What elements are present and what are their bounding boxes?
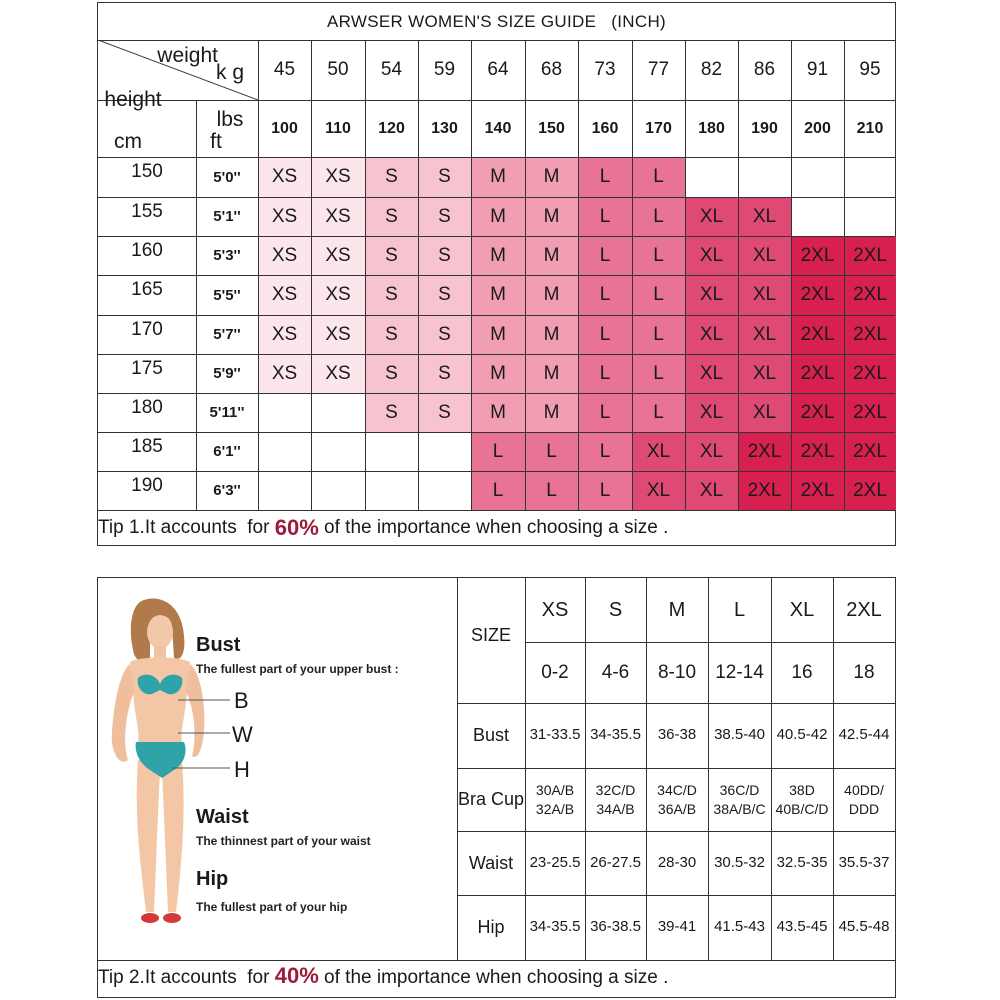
height-cm: 160 xyxy=(131,239,163,261)
grid-line xyxy=(196,100,197,157)
size-value: XS xyxy=(325,244,351,266)
size-value: S xyxy=(385,362,398,384)
size-value: XL xyxy=(752,205,777,227)
size-value: 2XL xyxy=(747,440,782,462)
size-value xyxy=(311,432,365,471)
size-header: M xyxy=(668,598,686,621)
table-title: ARWSER WOMEN'S SIZE GUIDE (INCH) xyxy=(327,11,666,31)
size-value: L xyxy=(599,362,611,384)
size-value: XS xyxy=(325,323,351,345)
size-value: S xyxy=(385,284,398,305)
lbs-value: 100 xyxy=(271,119,298,137)
measurement-value: 39-41 xyxy=(657,918,697,936)
height-cm: 180 xyxy=(131,396,163,418)
size-value: L xyxy=(599,284,611,305)
size-guide-table xyxy=(97,2,896,546)
size-value: 2XL xyxy=(800,244,835,266)
size-value: L xyxy=(653,362,664,384)
hip-label: Hip xyxy=(196,868,229,890)
measurement-value: 30.5-32 xyxy=(714,853,765,871)
size-value: L xyxy=(653,284,664,305)
size-value xyxy=(418,432,471,471)
size-value: XL xyxy=(646,479,671,501)
size-value: S xyxy=(385,205,398,227)
size-value: M xyxy=(543,284,560,305)
lbs-value: 160 xyxy=(591,119,619,137)
height-cm: 165 xyxy=(131,279,163,300)
measurement-value: 34C/D 36A/B xyxy=(657,781,697,817)
size-value: XL xyxy=(752,401,777,423)
measurement-value: 26-27.5 xyxy=(590,853,641,871)
tip-1-percent: 60% xyxy=(274,515,319,540)
size-value: 2XL xyxy=(853,479,887,501)
height-ft: 5'5'' xyxy=(213,286,241,304)
size-value: L xyxy=(599,166,611,187)
size-value: XL xyxy=(699,401,724,423)
kg-value: 73 xyxy=(594,59,616,80)
size-value: XL xyxy=(699,244,724,266)
size-value xyxy=(418,471,471,510)
us-size: 4-6 xyxy=(601,661,630,683)
size-value xyxy=(844,197,896,236)
measurement-value: 34-35.5 xyxy=(590,726,641,744)
size-value: 2XL xyxy=(800,284,835,305)
size-value: M xyxy=(490,166,506,187)
waist-label: Waist xyxy=(196,806,249,828)
lbs-value: 150 xyxy=(538,119,565,137)
size-value: M xyxy=(490,362,506,384)
kg-value: 64 xyxy=(487,59,509,80)
size-value: 2XL xyxy=(853,323,887,345)
size-header: L xyxy=(733,598,746,621)
size-value: L xyxy=(599,323,611,345)
height-cm: 190 xyxy=(131,474,163,496)
measurement-value: 42.5-44 xyxy=(838,726,890,744)
size-value xyxy=(791,197,844,236)
size-value: L xyxy=(653,166,664,187)
kg-value: 50 xyxy=(327,59,349,80)
measurement-value: 23-25.5 xyxy=(529,853,581,871)
size-value: S xyxy=(438,205,451,227)
kg-value: 68 xyxy=(540,59,563,80)
lbs-value: 140 xyxy=(484,119,512,137)
size-value: XS xyxy=(271,362,298,384)
size-value: L xyxy=(653,205,664,227)
tip-1-prefix: Tip 1.It accounts for xyxy=(98,517,275,538)
lbs-value: 130 xyxy=(431,119,458,137)
measurement-value: 36C/D 38A/B/C xyxy=(713,781,766,817)
tip-2-percent: 40% xyxy=(274,963,319,988)
size-value: L xyxy=(492,440,504,462)
tip-1 xyxy=(98,510,668,546)
size-value: XS xyxy=(271,284,298,305)
ft-label: ft xyxy=(210,130,222,153)
size-value: M xyxy=(543,244,560,266)
size-value: XS xyxy=(325,166,351,187)
measurement-row-label: Hip xyxy=(477,917,505,937)
lbs-value: 110 xyxy=(325,119,351,137)
size-value xyxy=(365,432,418,471)
size-value xyxy=(258,471,311,510)
weight-label: weight xyxy=(157,44,218,67)
size-value xyxy=(738,157,791,197)
size-value: XL xyxy=(699,205,724,227)
measurement-pointer-lines xyxy=(158,678,238,778)
size-value: S xyxy=(438,284,451,305)
size-value: L xyxy=(546,440,557,462)
size-value: L xyxy=(546,479,557,501)
size-value: 2XL xyxy=(800,401,835,423)
measurement-value: 35.5-37 xyxy=(838,853,890,871)
size-value: XS xyxy=(271,166,298,187)
measurement-value: 34-35.5 xyxy=(529,918,581,936)
measurement-value: 36-38 xyxy=(657,726,697,744)
lbs-value: 200 xyxy=(804,119,831,137)
kg-value: 59 xyxy=(433,59,456,80)
size-value xyxy=(311,393,365,432)
size-value: XL xyxy=(699,362,724,384)
height-ft: 5'11'' xyxy=(209,404,245,421)
waist-description: The thinnest part of your waist xyxy=(196,834,371,848)
size-value: S xyxy=(438,244,451,266)
size-value: XL xyxy=(752,284,777,305)
size-value: L xyxy=(653,401,664,423)
kg-value: 86 xyxy=(753,59,776,80)
size-value: XL xyxy=(699,323,724,345)
size-value: XS xyxy=(271,323,298,345)
measurement-value: 45.5-48 xyxy=(838,918,890,936)
measurement-value: 41.5-43 xyxy=(714,918,765,936)
height-cm: 155 xyxy=(131,200,163,222)
size-value: M xyxy=(543,323,560,345)
us-size: 18 xyxy=(853,661,875,683)
size-value: XS xyxy=(325,284,351,305)
us-size: 0-2 xyxy=(541,661,569,683)
size-value xyxy=(844,157,896,197)
size-value: M xyxy=(543,205,560,227)
size-value: XS xyxy=(325,205,351,227)
measurement-value: 40DD/ DDD xyxy=(844,781,884,817)
size-value: 2XL xyxy=(800,323,835,345)
size-value: 2XL xyxy=(747,479,782,501)
measurement-value: 32.5-35 xyxy=(776,853,828,871)
height-ft: 5'9'' xyxy=(213,365,241,382)
size-value: XL xyxy=(699,284,724,305)
size-header: XS xyxy=(541,598,569,621)
size-value: S xyxy=(385,401,398,423)
grid-line xyxy=(98,960,895,961)
size-header: 2XL xyxy=(846,598,882,621)
size-value: XL xyxy=(699,479,724,501)
size-value: L xyxy=(599,479,611,501)
measurement-row-label: Bust xyxy=(472,725,510,745)
size-value: L xyxy=(599,401,611,423)
lbs-value: 190 xyxy=(751,119,778,137)
measurement-value: 38.5-40 xyxy=(714,726,765,744)
size-value: 2XL xyxy=(853,440,887,462)
height-ft: 5'0'' xyxy=(213,168,241,186)
tip-2-suffix: of the importance when choosing a size . xyxy=(318,967,669,988)
height-cm: 150 xyxy=(131,161,163,182)
hip-description: The fullest part of your hip xyxy=(196,900,348,914)
us-size: 8-10 xyxy=(657,661,697,683)
kg-value: 95 xyxy=(859,59,881,80)
size-value: L xyxy=(599,244,611,266)
cm-label: cm xyxy=(114,130,142,153)
size-value: M xyxy=(490,244,506,266)
lbs-value: 210 xyxy=(856,119,884,137)
size-header: S xyxy=(608,598,623,621)
size-value: S xyxy=(438,323,451,345)
measurement-value: 30A/B 32A/B xyxy=(535,781,575,817)
kg-value: 45 xyxy=(273,59,296,80)
measurement-value: 40.5-42 xyxy=(776,726,828,744)
w-marker: W xyxy=(232,722,253,747)
height-cm: 170 xyxy=(131,318,163,340)
bust-description: The fullest part of your upper bust : xyxy=(196,662,399,676)
size-value xyxy=(791,157,844,197)
measurement-value: 28-30 xyxy=(657,853,697,871)
measurement-value: 31-33.5 xyxy=(529,726,581,744)
size-value: XS xyxy=(271,205,298,227)
size-value xyxy=(311,471,365,510)
height-ft: 6'3'' xyxy=(213,482,241,499)
size-value xyxy=(258,432,311,471)
height-cm: 185 xyxy=(131,435,163,457)
size-value: M xyxy=(543,401,560,423)
size-value: M xyxy=(543,166,560,187)
bust-label: Bust xyxy=(196,634,241,656)
tip-2-prefix: Tip 2.It accounts for xyxy=(98,967,275,988)
height-ft: 5'3'' xyxy=(213,247,241,264)
lbs-value: 120 xyxy=(378,119,405,137)
h-marker: H xyxy=(234,757,250,782)
size-header: XL xyxy=(789,598,815,621)
lbs-label: lbs xyxy=(216,108,244,131)
height-ft: 6'1'' xyxy=(213,443,241,460)
size-value: L xyxy=(599,205,611,227)
measurement-row-label: Bra Cup xyxy=(457,789,525,809)
measurement-value: 32C/D 34A/B xyxy=(595,781,636,817)
measurement-table xyxy=(97,577,896,998)
size-value: S xyxy=(385,166,398,187)
size-value: M xyxy=(490,323,506,345)
size-value xyxy=(365,471,418,510)
kg-value: 54 xyxy=(380,59,403,80)
size-value: M xyxy=(490,284,506,305)
kg-value: 91 xyxy=(806,59,829,80)
size-value xyxy=(258,393,311,432)
size-value: L xyxy=(492,479,504,501)
size-value: 2XL xyxy=(853,244,887,266)
size-value: 2XL xyxy=(800,440,835,462)
size-value: M xyxy=(543,362,560,384)
size-value: S xyxy=(438,401,451,423)
kg-label: k g xyxy=(215,61,244,84)
height-label: height xyxy=(104,88,162,111)
size-value: XL xyxy=(699,440,724,462)
us-size: 12-14 xyxy=(715,661,764,683)
lbs-value: 180 xyxy=(698,119,725,137)
size-value: 2XL xyxy=(800,479,835,501)
size-value: XL xyxy=(646,440,671,462)
size-value: S xyxy=(438,362,451,384)
size-value: M xyxy=(490,205,506,227)
measurement-row-label: Waist xyxy=(468,852,514,873)
size-value xyxy=(685,157,738,197)
height-ft: 5'7'' xyxy=(213,326,241,343)
height-ft: 5'1'' xyxy=(213,208,241,225)
size-value: M xyxy=(490,401,506,423)
size-value: L xyxy=(599,440,611,462)
size-label: SIZE xyxy=(470,625,511,645)
measurement-value: 38D 40B/C/D xyxy=(775,781,829,817)
measurement-value: 36-38.5 xyxy=(590,918,641,936)
size-value: XL xyxy=(752,244,777,266)
size-value: XL xyxy=(752,362,777,384)
size-value: S xyxy=(385,244,398,266)
tip-1-suffix: of the importance when choosing a size . xyxy=(318,517,669,538)
size-value: S xyxy=(438,166,451,187)
lbs-value: 170 xyxy=(645,119,672,137)
size-value: 2XL xyxy=(853,401,887,423)
kg-value: 77 xyxy=(647,59,670,80)
us-size: 16 xyxy=(791,661,813,683)
size-value: XL xyxy=(752,323,777,345)
size-value: XS xyxy=(325,362,351,384)
size-value: 2XL xyxy=(853,362,887,384)
b-marker: B xyxy=(234,688,249,713)
size-value: 2XL xyxy=(853,284,887,305)
size-value: 2XL xyxy=(800,362,835,384)
kg-value: 82 xyxy=(700,59,723,80)
height-cm: 175 xyxy=(131,357,163,379)
measurement-value: 43.5-45 xyxy=(776,918,828,936)
tip-2 xyxy=(98,963,668,989)
size-value: L xyxy=(653,323,664,345)
size-value: XS xyxy=(271,244,298,266)
size-value: L xyxy=(653,244,664,266)
size-value: S xyxy=(385,323,398,345)
